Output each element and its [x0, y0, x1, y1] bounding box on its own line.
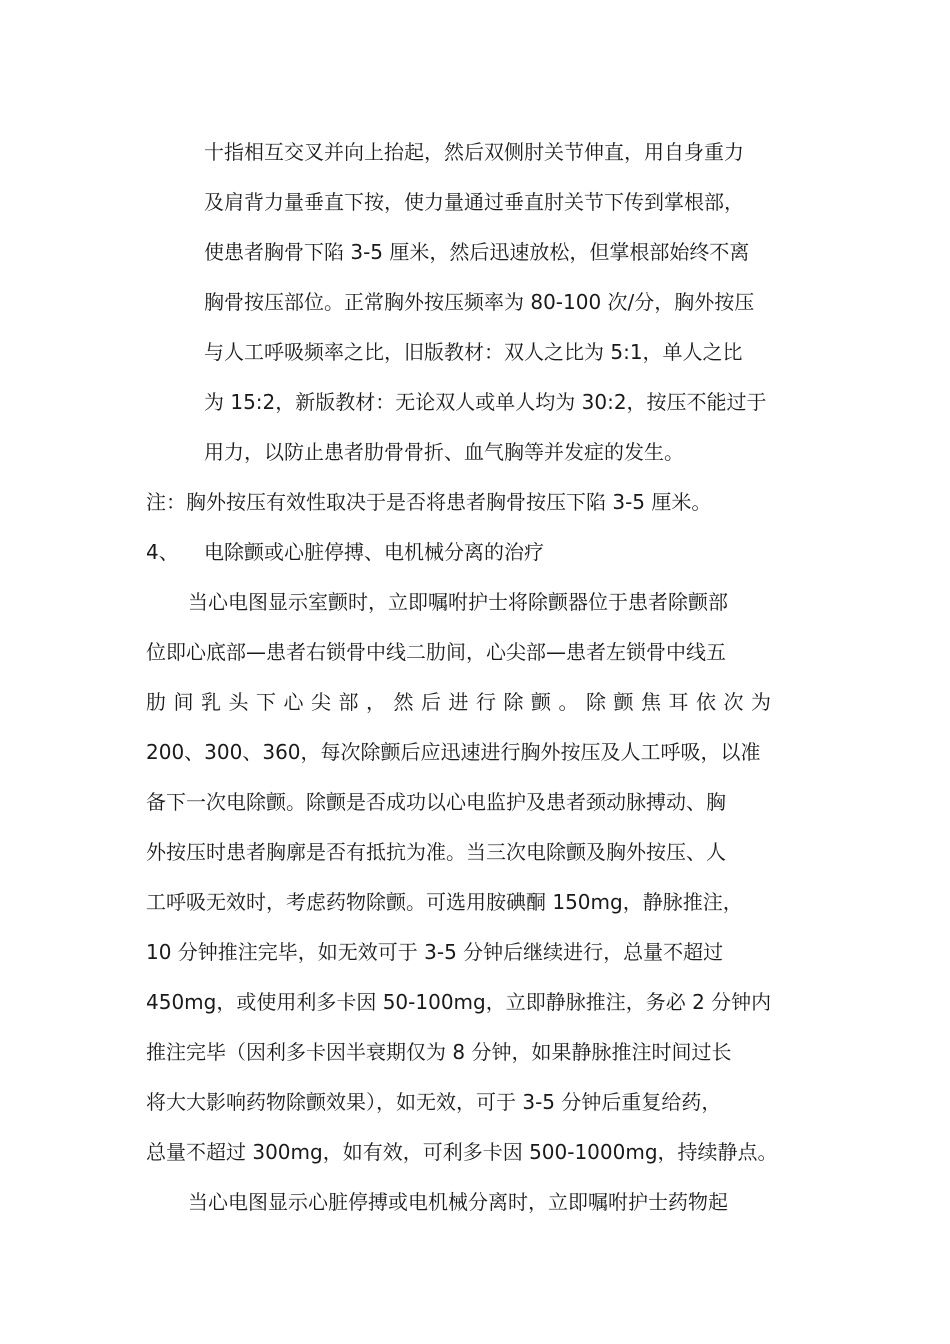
body-text-line: 用力，以防止患者肋骨骨折、血气胸等并发症的发生。: [204, 440, 684, 464]
body-text-line: 十指相互交叉并向上抬起，然后双侧肘关节伸直，用自身重力: [204, 140, 744, 164]
paragraph-line: 推注完毕（因利多卡因半衰期仅为 8 分钟，如果静脉推注时间过长: [146, 1040, 732, 1064]
paragraph-line: 位即心底部—患者右锁骨中线二肋间，心尖部—患者左锁骨中线五: [146, 640, 726, 664]
heading-number: 4、: [146, 540, 179, 564]
paragraph-line: 200、300、360，每次除颤后应迅速进行胸外按压及人工呼吸，以准: [146, 740, 761, 764]
body-text-line: 使患者胸骨下陷 3-5 厘米，然后迅速放松，但掌根部始终不离: [204, 240, 750, 264]
paragraph-line: 工呼吸无效时，考虑药物除颤。可选用胺碘酮 150mg，静脉推注，: [146, 890, 743, 914]
body-text-line: 与人工呼吸频率之比，旧版教材：双人之比为 5:1，单人之比: [204, 340, 743, 364]
paragraph-line: 肋间乳头下心尖部，然后进行除颤。除颤焦耳依次为: [146, 690, 779, 714]
paragraph-line: 当心电图显示心脏停搏或电机械分离时，立即嘱咐护士药物起: [188, 1190, 728, 1214]
body-text-line: 及肩背力量垂直下按，使力量通过垂直肘关节下传到掌根部，: [204, 190, 744, 214]
paragraph-line: 450mg，或使用利多卡因 50-100mg，立即静脉推注，务必 2 分钟内: [146, 990, 772, 1014]
paragraph-line: 将大大影响药物除颤效果），如无效，可于 3-5 分钟后重复给药，: [146, 1090, 722, 1114]
body-text-line: 为 15:2，新版教材：无论双人或单人均为 30:2，按压不能过于: [204, 390, 767, 414]
note-text: 注：胸外按压有效性取决于是否将患者胸骨按压下陷 3-5 厘米。: [146, 490, 712, 514]
paragraph-line: 备下一次电除颤。除颤是否成功以心电监护及患者颈动脉搏动、胸: [146, 790, 726, 814]
body-text-line: 胸骨按压部位。正常胸外按压频率为 80-100 次/分，胸外按压: [204, 290, 755, 314]
paragraph-line: 外按压时患者胸廓是否有抵抗为准。当三次电除颤及胸外按压、人: [146, 840, 726, 864]
heading-title: 电除颤或心脏停搏、电机械分离的治疗: [204, 540, 544, 564]
paragraph-line: 10 分钟推注完毕，如无效可于 3-5 分钟后继续进行，总量不超过: [146, 940, 724, 964]
paragraph-line: 总量不超过 300mg，如有效，可利多卡因 500-1000mg，持续静点。: [146, 1140, 778, 1164]
paragraph-line: 当心电图显示室颤时，立即嘱咐护士将除颤器位于患者除颤部: [188, 590, 728, 614]
section-heading: [0, 538, 950, 566]
